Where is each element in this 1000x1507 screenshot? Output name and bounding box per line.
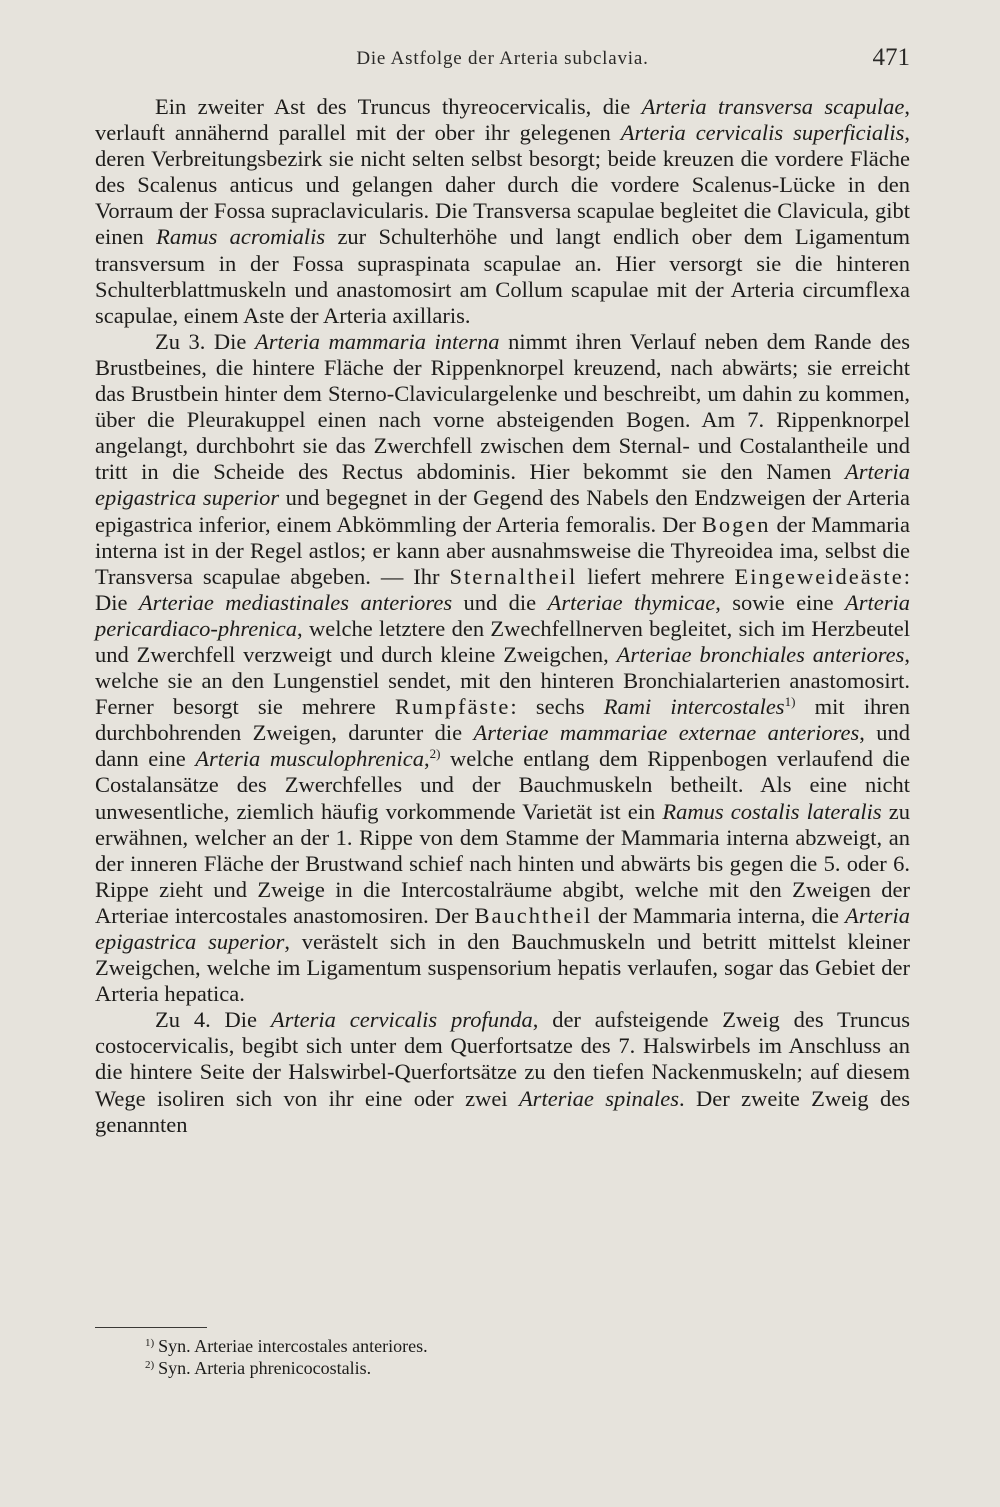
- italic-term: Arteria cervicalis superficialis: [620, 120, 905, 146]
- text-run: , verästelt sich in den Bauchmuskeln und betritt mittelst kleiner Zweigchen, welche im Ligamentum suspensorium hepatis verlaufen, sogar das Gebiet der Arteria hepatica.: [95, 929, 910, 1007]
- text-run: und begegnet in der Gegend des Nabels den Endzweigen der Arteria epigastrica inferior, einem Abkömmling der Arteria femoralis. Der: [95, 485, 910, 537]
- page-number: 471: [872, 44, 910, 71]
- text-run: der Mammaria interna ist in der Regel astlos; er kann aber ausnahmsweise die Thyreoidea ima, selbst die Transversa scapulae abgeben. — Ihr: [95, 511, 910, 589]
- text-run: , sowie eine: [715, 589, 845, 615]
- footnote-2: [145, 1357, 845, 1379]
- italic-term: Rami intercostales: [603, 694, 785, 720]
- footnote-1: [145, 1335, 845, 1357]
- text-run: : Die: [95, 563, 910, 615]
- italic-term: Arteriae bronchiales anteriores: [616, 641, 905, 667]
- paragraph-cervicalis-profunda: [95, 1007, 910, 1137]
- text-run: . Der zweite Zweig des genannten: [95, 1085, 911, 1137]
- running-title: Die Astfolge der Arteria subclavia.: [356, 48, 649, 69]
- italic-term: Arteriae thymicae: [547, 589, 716, 615]
- italic-term: Arteria musculophrenica: [195, 746, 424, 772]
- italic-term: Arteria transversa scapulae: [641, 94, 905, 119]
- text-run: liefert mehrere: [577, 563, 735, 589]
- text-run: nimmt ihren Verlauf neben dem Rande des Brustbeines, die hintere Fläche der Rippenknorpel kreuzend, nach abwärts; sie erreicht das Brustbein hinter dem Sterno-Claviculargelenke und beschreibt, um dahin zu kommen, über die Pleurakuppel einen nach vorne absteigenden Bogen. Am 7. Rippenknorpel angelangt, durchbohrt sie das Zwerchfell zwischen dem Sternal- und Costalantheile und tritt in die Scheide des Rectus abdominis. Hier bekommt sie den Namen: [95, 328, 910, 485]
- italic-term: Arteriae mammariae externae anteriores: [473, 720, 860, 746]
- text-run: zu erwähnen, welcher an der 1. Rippe von dem Stamme der Mammaria interna abzweigt, an der inneren Fläche der Brustwand schief nach hinten und abwärts bis gegen die 5. oder 6. Rippe zieht und Zweige in die Intercostalräume abgibt, welche mit den Zweigen der Arteriae intercostales anastomosiren. Der: [95, 798, 910, 928]
- spaced-term: Bauchtheil: [474, 902, 592, 928]
- body-text: [95, 94, 910, 1138]
- italic-term: Ramus acromialis: [156, 224, 326, 250]
- footnote-mark: 2): [145, 1359, 155, 1371]
- footnote-text: Syn. Arteriae intercostales anteriores.: [158, 1336, 428, 1356]
- text-run: Zu 3. Die: [155, 328, 255, 354]
- italic-term: Ramus costalis lateralis: [662, 798, 882, 824]
- text-run: , deren Verbreitungsbezirk sie nicht selten selbst besorgt; beide kreuzen die vordere Fläche des Scalenus anticus und gelangen daher durch die vordere Scalenus-Lücke in den Vorraum der Fossa supraclavicularis. Die Transversa scapulae begleitet die Clavicula, gibt einen: [95, 120, 910, 250]
- text-run: , welche sie an den Lungenstiel sendet, mit den hinteren Bronchialarterien anastomosirt. Ferner besorgt sie mehrere: [95, 641, 910, 720]
- spaced-term: Eingeweideäste: [734, 563, 904, 589]
- spaced-term: Bogen: [701, 511, 771, 537]
- text-run: der Mammaria interna, die: [591, 902, 845, 928]
- text-run: ,: [423, 746, 430, 772]
- italic-term: Arteria cervicalis profunda: [270, 1007, 533, 1033]
- italic-term: Arteria pericardiaco-phrenica: [95, 589, 910, 641]
- text-run: und die: [452, 589, 548, 615]
- italic-term: Arteria epigastrica superior: [95, 459, 910, 511]
- text-run: zur Schulterhöhe und langt endlich ober dem Ligamentum transversum in der Fossa supraspinata scapulae an. Hier versorgt sie die hinteren Schulterblattmuskeln und anastomosirt am Collum scapulae mit der Arteria circumflexa scapulae, einem Aste der Arteria axillaris.: [95, 224, 910, 328]
- footnote-mark: 1): [145, 1337, 155, 1349]
- italic-term: Arteria mammaria interna: [254, 328, 500, 354]
- footnote-ref: 2): [429, 746, 441, 762]
- text-run: , der aufsteigende Zweig des Truncus costocervicalis, begibt sich unter dem Querfortsatze des 7. Halswirbels im Anschluss an die hintere Seite der Halswirbel-Querfortsätze zu den tiefen Nackenmuskeln; auf diesem Wege isoliren sich von ihr eine oder zwei: [95, 1007, 910, 1111]
- italic-term: Arteriae mediastinales anteriores: [138, 589, 453, 615]
- text-run: welche entlang dem Rippenbogen verlaufend die Costalansätze des Zwerchfelles und der Bauchmuskeln betheilt. Als eine nicht unwesentliche, ziemlich häufig vorkommende Varietät ist ein: [95, 746, 910, 824]
- text-run: , verlauft annähernd parallel mit der ober ihr gelegenen: [95, 94, 910, 146]
- page-header: [95, 44, 910, 78]
- italic-term: Arteriae spinales: [518, 1085, 680, 1111]
- spaced-term: Rumpfäste: [394, 694, 511, 720]
- spaced-term: Sternaltheil: [449, 563, 578, 589]
- paragraph-mammaria-interna: [95, 329, 910, 1007]
- italic-term: Arteria epigastrica superior: [95, 902, 910, 954]
- text-run: , und dann eine: [95, 720, 911, 772]
- footnote-rule: [95, 1327, 207, 1328]
- text-run: , welche letztere den Zwechfellnerven begleitet, sich im Herzbeutel und Zwerchfell verzweigt und durch kleine Zweigchen,: [95, 615, 910, 667]
- footnote-ref: 1): [784, 694, 796, 710]
- footnotes: [145, 1335, 845, 1379]
- text-run: mit ihren durchbohrenden Zweigen, darunter die: [95, 694, 910, 746]
- text-run: Ein zweiter Ast des Truncus thyreocervicalis, die: [155, 94, 642, 119]
- text-run: : sechs: [510, 694, 604, 720]
- text-run: Zu 4. Die: [155, 1007, 271, 1033]
- footnote-text: Syn. Arteria phrenicocostalis.: [158, 1358, 372, 1378]
- paragraph-transversa-scapulae: [95, 94, 910, 329]
